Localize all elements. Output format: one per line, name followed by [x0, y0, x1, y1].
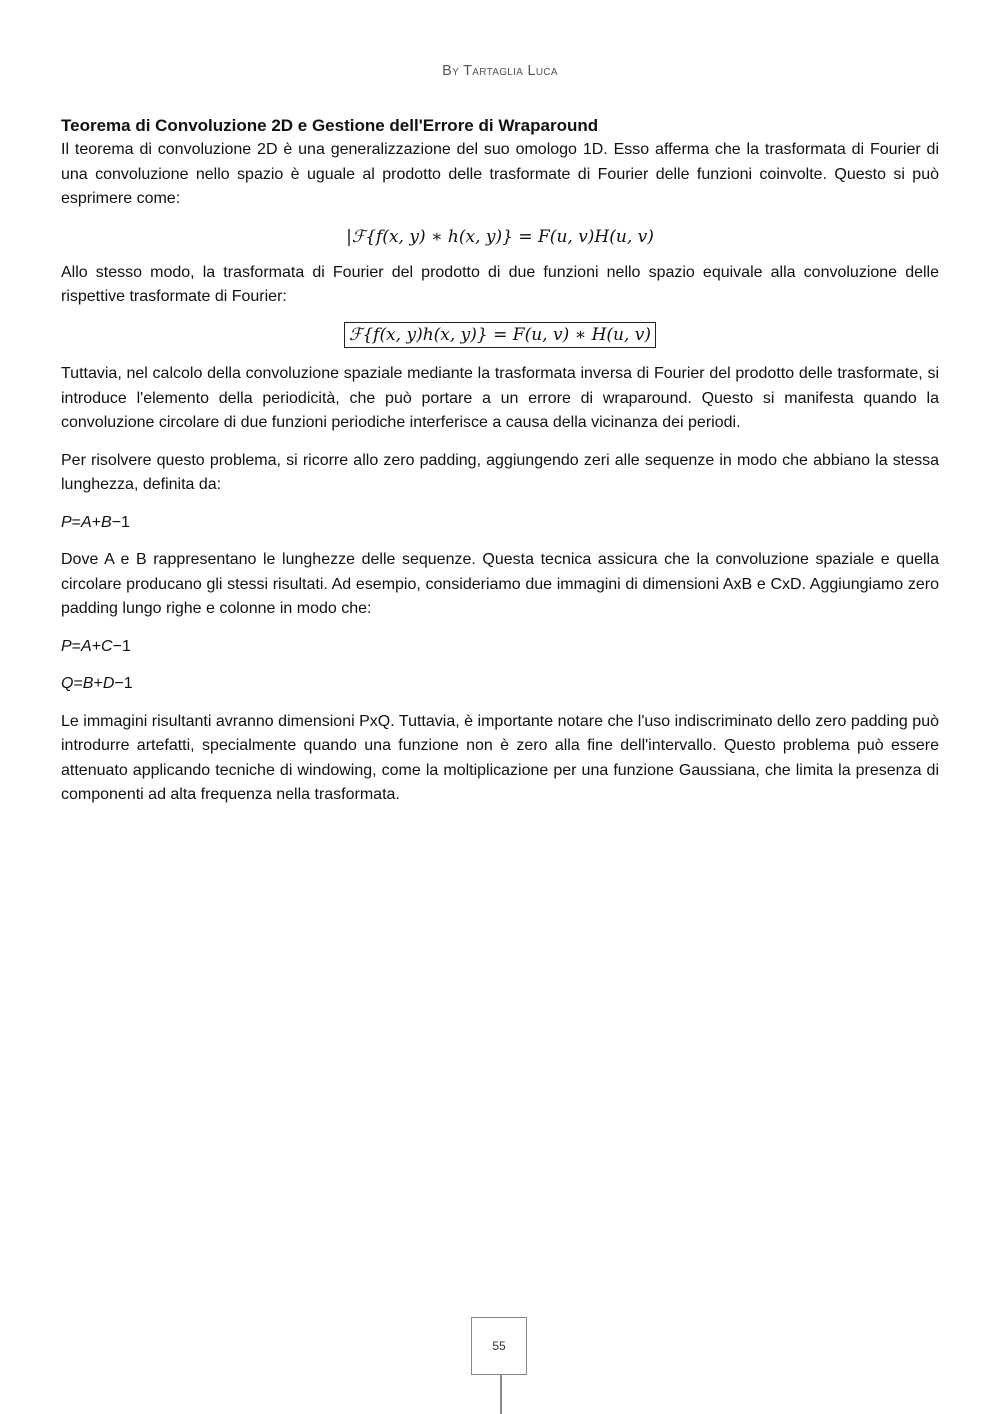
page-number: 55: [492, 1339, 506, 1353]
eq-op: +: [93, 675, 103, 692]
eq-var: A: [81, 637, 92, 655]
eq-var: C: [101, 637, 113, 655]
eq-op: =: [73, 675, 83, 692]
eq-var: D: [102, 675, 115, 692]
eq-op: +: [91, 637, 102, 655]
eq-op: −1: [114, 675, 133, 692]
eq-var: P: [61, 637, 72, 655]
eq-var: P: [61, 513, 72, 531]
paragraph-product-theorem: Allo stesso modo, la trasformata di Fourier del prodotto di due funzioni nello spazio equivale alla convoluzione delle rispettive trasformate di Fourier:: [61, 263, 939, 305]
eq-op: =: [71, 513, 82, 531]
eq-var: B: [101, 513, 112, 531]
section-title: Teorema di Convoluzione 2D e Gestione dell'Errore di Wraparound: [61, 116, 599, 135]
document-body: [61, 114, 939, 821]
page-number-connector-line: [500, 1375, 502, 1414]
paragraph-artifacts: Le immagini risultanti avranno dimensioni PxQ. Tuttavia, è importante notare che l'uso indiscriminato dello zero padding può introdurre artefatti, specialmente quando una funzione non è zero alla fine dell'intervallo. Questo problema può essere attenuato applicando tecniche di windowing, come la moltiplicazione per una funzione Gaussiana, che limita la presenza di componenti ad alta frequenza nella trasformata.: [61, 712, 939, 803]
eq-var: B: [82, 675, 94, 692]
equation-q-columns: [61, 672, 939, 697]
paragraph-intro: Il teorema di convoluzione 2D è una generalizzazione del suo omologo 1D. Esso afferma che la trasformata di Fourier di una convoluzione nello spazio è uguale al prodotto delle trasformate di Fourier delle funzioni coinvolte. Questo si può esprimere come:: [61, 141, 939, 207]
eq-op: −1: [111, 513, 130, 531]
page-number-box: [471, 1317, 527, 1375]
eq-op: =: [71, 637, 82, 655]
page-header-author: By Tartaglia Luca: [442, 63, 558, 79]
formula-boxed-container: [61, 322, 939, 349]
paragraph-zero-padding: Per risolvere questo problema, si ricorre allo zero padding, aggiungendo zeri alle sequenze in modo che abbiano la stessa lunghezza, definita da:: [61, 451, 939, 493]
eq-op: +: [91, 513, 102, 531]
formula-convolution-theorem: |ℱ{f(x, y) ∗ h(x, y)} = F(u, v)H(u, v): [346, 226, 654, 247]
eq-var: Q: [61, 675, 74, 692]
eq-op: −1: [112, 637, 131, 655]
equation-p-rows: [61, 635, 939, 660]
paragraph-wraparound: Tuttavia, nel calcolo della convoluzione spaziale mediante la trasformata inversa di Fourier del prodotto delle trasformate, si introduce l'elemento della periodicità, che può portare a un errore di wraparound. Questo si manifesta quando la convoluzione circolare di due funzioni periodiche interferisce a causa della vicinanza dei periodi.: [61, 365, 939, 431]
formula-product-theorem: ℱ{f(x, y)h(x, y)} = F(u, v) ∗ H(u, v): [344, 322, 656, 348]
eq-var: A: [81, 513, 92, 531]
paragraph-technique: Dove A e B rappresentano le lunghezze delle sequenze. Questa tecnica assicura che la convoluzione spaziale e quella circolare producano gli stessi risultati. Ad esempio, consideriamo due immagini di dimensioni AxB e CxD. Aggiungiamo zero padding lungo righe e colonne in modo che:: [61, 551, 939, 617]
equation-p-length: [61, 511, 939, 536]
